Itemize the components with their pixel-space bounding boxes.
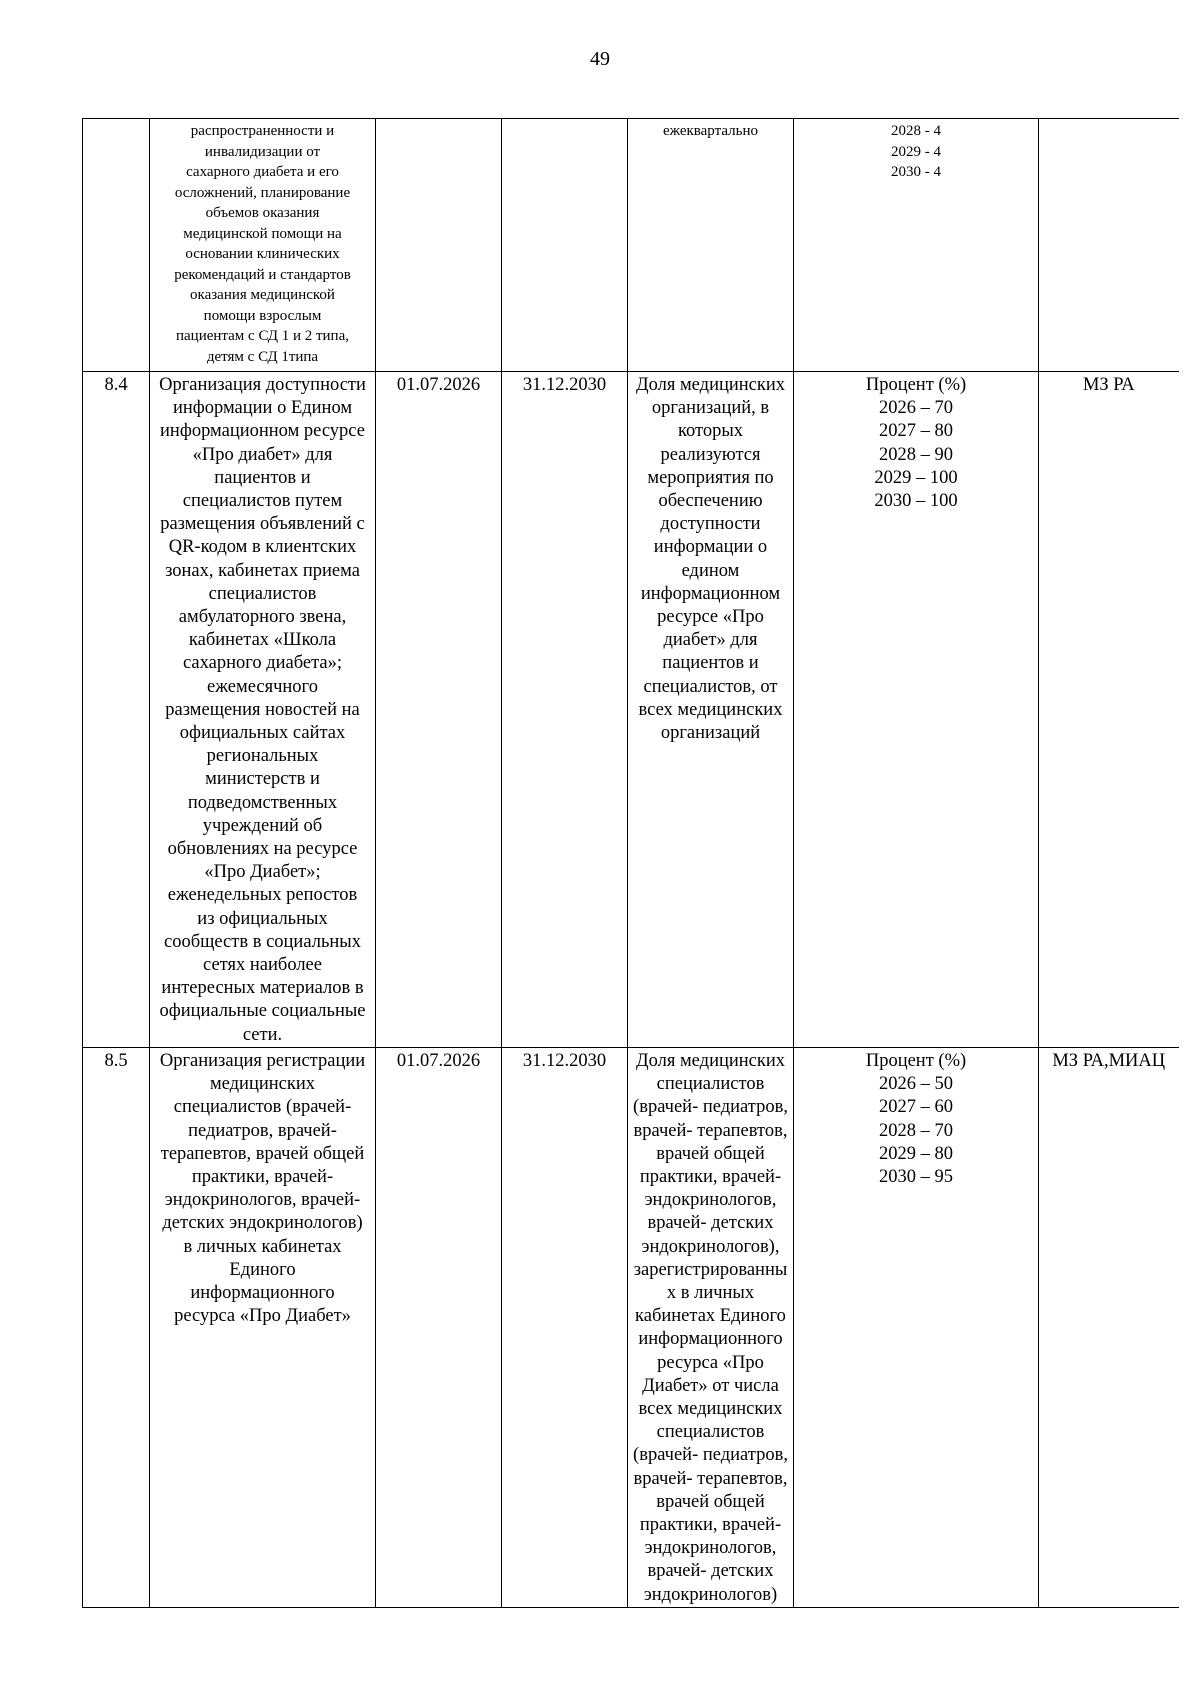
responsible-cell: МЗ РА,МИАЦ	[1039, 1047, 1179, 1607]
event-line: еженедельных репостов	[167, 885, 358, 906]
event-line: основании клинических	[185, 246, 340, 262]
event-line: детям с СД 1типа	[206, 348, 319, 365]
indicator-line: организаций, в	[651, 398, 770, 419]
indicator-cell	[628, 119, 794, 372]
event-line: пациентов и	[214, 467, 311, 488]
indicator-line: специалистов	[656, 1422, 765, 1443]
responsible-cell	[1039, 119, 1179, 372]
event-line: подведомственных	[187, 792, 338, 813]
indicator-line: эндокринологов),	[641, 1236, 780, 1257]
event-line: осложнений, планирование	[174, 184, 351, 201]
page-number: 49	[590, 48, 610, 70]
event-line: объемов оказания	[205, 205, 320, 221]
indicator-line: врачей- терапевтов,	[633, 1468, 788, 1489]
value-line: 2030 – 95	[879, 1166, 953, 1187]
start-date	[376, 119, 502, 372]
value-line: 2027 – 80	[879, 421, 953, 442]
event-line: информации о Едином	[172, 398, 353, 419]
table-row	[83, 119, 1179, 372]
indicator-line: доступности	[660, 514, 761, 535]
indicator-line: х в личных	[666, 1282, 755, 1303]
event-line: специалистов путем	[182, 491, 343, 512]
indicator-line: Доля медицинских	[635, 375, 786, 395]
indicator-line: врачей- терапевтов,	[633, 1120, 788, 1141]
indicator-line: врачей- детских	[647, 1213, 774, 1234]
event-line: помощи взрослым	[203, 307, 322, 324]
indicator-line: всех медицинских	[638, 1398, 783, 1419]
row-number: 8.4	[83, 372, 150, 1048]
indicator-line: эндокринологов)	[643, 1584, 778, 1605]
indicator-line: мероприятия по	[647, 467, 774, 488]
event-line: QR-кодом в клиентских	[168, 537, 357, 558]
indicator-line: врачей общей	[656, 1491, 765, 1512]
indicator-line: специалистов, от	[643, 676, 778, 697]
event-line: сетях наиболее	[203, 955, 322, 976]
event-line: в личных кабинетах	[183, 1236, 342, 1257]
value-line: 2029 - 4	[891, 143, 941, 160]
value-line: 2026 – 70	[879, 398, 953, 419]
indicator-cell	[628, 372, 794, 1048]
event-line: медицинской помощи на	[183, 225, 342, 242]
event-line: официальные социальные	[159, 1001, 366, 1022]
value-line: 2026 – 50	[879, 1074, 953, 1095]
table-row	[83, 1047, 1179, 1607]
event-line: «Про Диабет»;	[204, 862, 321, 883]
event-line: ресурса «Про Диабет»	[174, 1306, 351, 1327]
start-date: 01.07.2026	[376, 1047, 502, 1607]
event-line: специалистов	[208, 583, 317, 604]
event-line: кабинетах «Школа	[188, 630, 337, 651]
indicator-line: диабет» для	[663, 630, 758, 651]
event-line: ежемесячного	[207, 676, 318, 697]
event-line: терапевтов, врачей общей	[160, 1143, 365, 1164]
event-line: сообществ в социальных	[164, 931, 361, 952]
value-cell	[794, 1047, 1039, 1607]
value-line: 2030 - 4	[891, 164, 941, 180]
event-line: оказания медицинской	[190, 287, 335, 303]
end-date: 31.12.2030	[502, 1047, 628, 1607]
event-line: из официальных	[197, 908, 328, 929]
event-line: медицинских	[209, 1074, 316, 1095]
event-line: официальных сайтах	[179, 723, 346, 744]
event-line: распространенности и	[190, 123, 335, 139]
responsible-cell: МЗ РА	[1039, 372, 1179, 1048]
event-line: эндокринологов, врачей-	[164, 1190, 361, 1211]
event-line: практики, врачей-	[191, 1166, 334, 1187]
indicator-line: специалистов	[656, 1074, 765, 1095]
indicator-line: ежеквартально	[663, 123, 758, 139]
event-line: сахарного диабета и его	[186, 164, 339, 180]
indicator-line: врачей- детских	[647, 1561, 774, 1582]
start-date: 01.07.2026	[376, 372, 502, 1048]
row-number: 8.5	[83, 1047, 150, 1607]
end-date	[502, 119, 628, 372]
event-line: региональных	[206, 746, 319, 767]
indicator-line: всех медицинских	[638, 699, 783, 720]
value-cell	[794, 119, 1039, 372]
measures-table	[82, 118, 1179, 1608]
indicator-line: Диабет» от числа	[642, 1375, 779, 1396]
indicator-line: информационном	[640, 583, 781, 604]
event-cell	[150, 119, 376, 372]
indicator-line: зарегистрированны	[633, 1259, 788, 1280]
indicator-line: организаций	[660, 723, 761, 744]
indicator-line: кабинетах Единого	[635, 1306, 786, 1327]
event-line: инвалидизации от	[204, 143, 321, 160]
event-cell	[150, 1047, 376, 1607]
indicator-line: (врачей- педиатров,	[633, 1097, 788, 1118]
event-line: детских эндокринологов)	[162, 1213, 363, 1234]
event-line: педиатров, врачей-	[188, 1120, 337, 1141]
indicator-line: реализуются	[660, 444, 761, 465]
row-number	[83, 119, 150, 372]
value-line: 2028 – 90	[879, 444, 953, 465]
value-line: 2030 – 100	[874, 491, 958, 512]
event-line: интересных материалов в	[161, 978, 364, 999]
event-cell	[150, 372, 376, 1048]
event-line: Организация регистрации	[159, 1050, 366, 1071]
indicator-line: эндокринологов,	[644, 1190, 777, 1211]
event-line: зонах, кабинетах приема	[165, 560, 360, 581]
event-line: Организация доступности	[159, 375, 366, 395]
event-line: Единого	[229, 1259, 296, 1280]
indicator-line: Доля медицинских	[635, 1050, 786, 1071]
event-line: пациентам с СД 1 и 2 типа,	[175, 328, 349, 344]
event-line: обновлениях на ресурсе	[167, 839, 358, 860]
event-line: сахарного диабета»;	[182, 653, 343, 674]
value-line: 2029 – 100	[874, 467, 958, 488]
value-cell	[794, 372, 1039, 1048]
indicator-line: практики, врачей-	[639, 1166, 782, 1187]
indicator-line: эндокринологов,	[644, 1538, 777, 1559]
indicator-line: практики, врачей-	[639, 1514, 782, 1535]
event-line: сети.	[242, 1024, 283, 1045]
indicator-line: (врачей- педиатров,	[633, 1445, 788, 1466]
event-line: специалистов (врачей-	[173, 1097, 352, 1118]
value-line: Процент (%)	[865, 1050, 967, 1071]
value-line: 2029 – 80	[879, 1143, 953, 1164]
value-line: 2028 – 70	[879, 1120, 953, 1141]
event-line: министерств и	[205, 769, 320, 790]
event-line: амбулаторного звена,	[178, 607, 347, 628]
event-line: «Про диабет» для	[192, 444, 333, 465]
value-line: 2028 - 4	[891, 123, 941, 139]
value-line: Процент (%)	[865, 375, 967, 395]
event-line: информационного	[190, 1282, 335, 1303]
end-date: 31.12.2030	[502, 372, 628, 1048]
indicator-cell	[628, 1047, 794, 1607]
indicator-line: обеспечению	[658, 491, 763, 512]
event-line: рекомендаций и стандартов	[174, 266, 351, 283]
table-row	[83, 372, 1179, 1048]
indicator-line: пациентов и	[662, 653, 759, 674]
event-line: размещения объявлений с	[160, 514, 365, 535]
value-line: 2027 – 60	[879, 1097, 953, 1118]
event-line: информационном ресурсе	[160, 421, 365, 442]
indicator-line: информации о	[653, 537, 768, 558]
event-line: учреждений об	[202, 815, 323, 836]
indicator-line: ресурса «Про	[657, 1352, 764, 1373]
indicator-line: информационного	[638, 1329, 783, 1350]
indicator-line: врачей общей	[656, 1143, 765, 1164]
event-line: размещения новостей на	[165, 699, 360, 720]
indicator-line: которых	[677, 421, 744, 442]
indicator-line: ресурсе «Про	[657, 607, 764, 628]
indicator-line: едином	[681, 560, 740, 581]
